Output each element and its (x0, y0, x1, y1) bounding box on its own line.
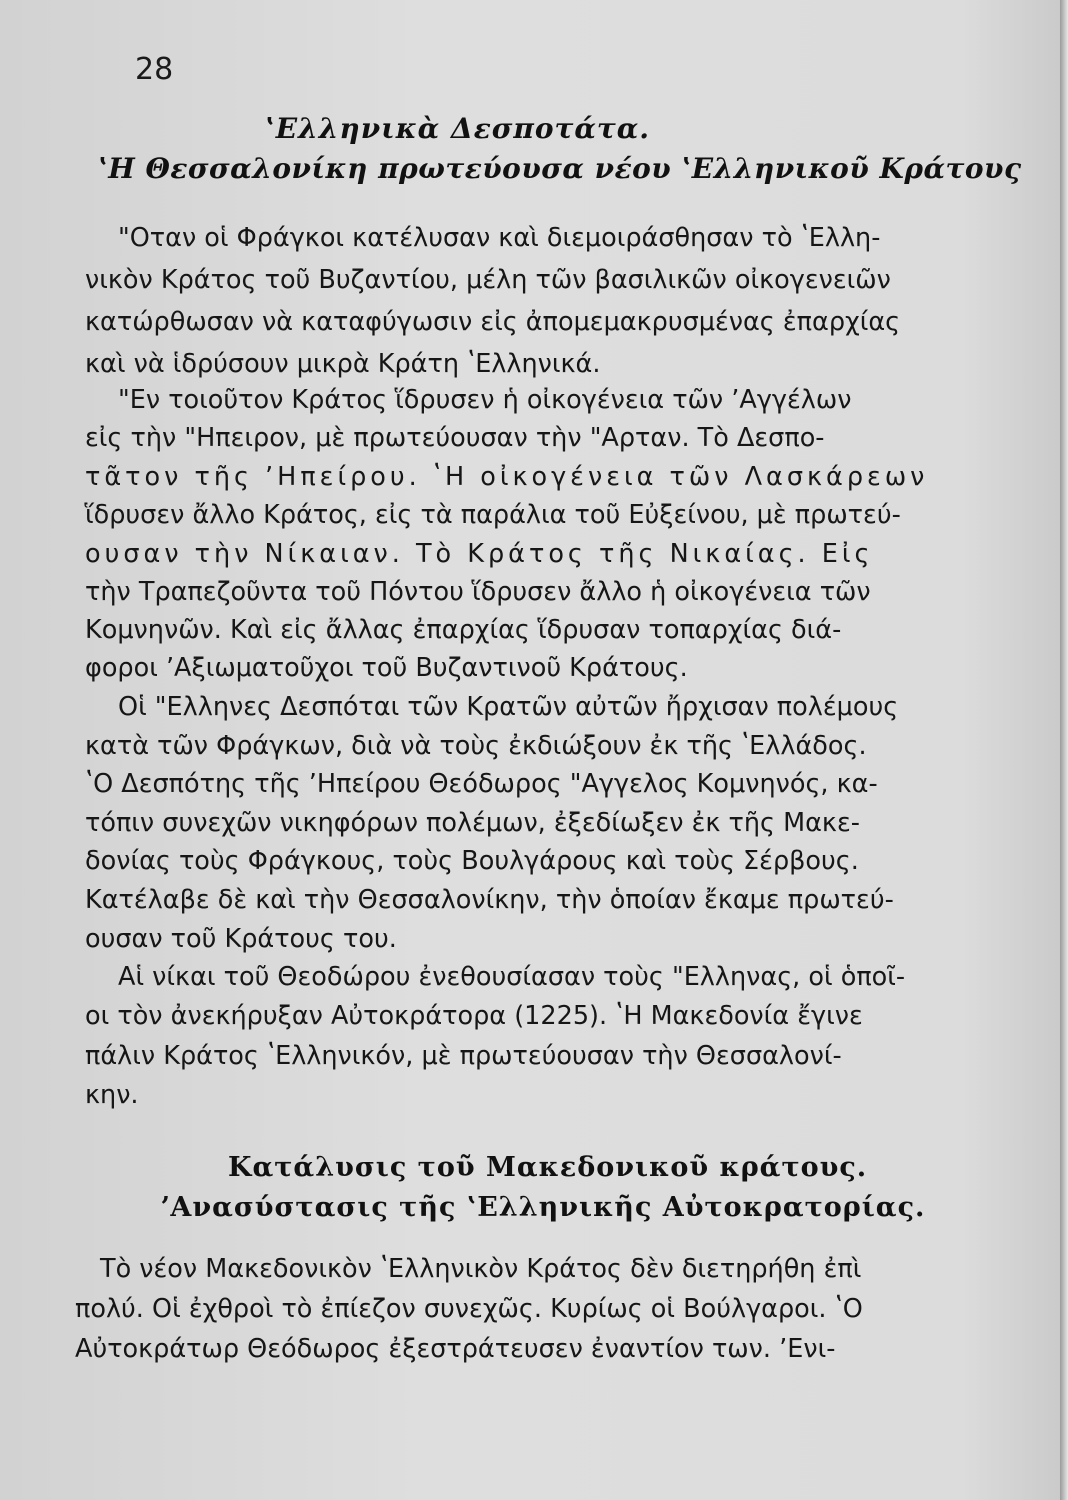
body-line: τόπιν συνεχῶν νικηφόρων πολέμων, ἐξεδίωξεν ἐκ τῆς Μακε- (85, 808, 860, 838)
body-line: εἰς τὴν "Ηπειρον, μὲ πρωτεύουσαν τὴν "Αρταν. Τὸ Δεσπο- (85, 423, 825, 453)
body-line: ʽΟ Δεσπότης τῆς ʼΗπείρου Θεόδωρος "Αγγελος Κομνηνός, κα- (85, 769, 878, 799)
body-line: Αἱ νίκαι τοῦ Θεοδώρου ἐνεθουσίασαν τοὺς "Ελληνας, οἱ ὁποῖ- (118, 962, 906, 992)
body-line: πολύ. Οἱ ἐχθροὶ τὸ ἐπίεζον συνεχῶς. Κυρίως οἱ Βούλγαροι. ʽΟ (75, 1294, 863, 1324)
body-line: κατώρθωσαν νὰ καταφύγωσιν εἰς ἀπομεμακρυσμένας ἐπαρχίας (85, 307, 901, 337)
body-line: τᾶτον τῆς ʼΗπείρου. ʽΗ οἰκογένεια τῶν Λασκάρεων (85, 462, 929, 492)
page-edge-shadow (1060, 0, 1068, 1500)
body-line: Κομνηνῶν. Καὶ εἰς ἄλλας ἐπαρχίας ἵδρυσαν τοπαρχίας διά- (85, 615, 842, 645)
body-line: νικὸν Κράτος τοῦ Βυζαντίου, μέλη τῶν βασιλικῶν οἰκογενειῶν (85, 265, 891, 295)
body-line: ἵδρυσεν ἄλλο Κράτος, εἰς τὰ παράλια τοῦ Εὐξείνου, μὲ πρωτεύ- (85, 500, 901, 530)
body-line: φοροι ʼΑξιωματοῦχοι τοῦ Βυζαντινοῦ Κράτους. (85, 653, 688, 683)
body-line: ουσαν τοῦ Κράτους του. (85, 924, 397, 954)
page-number: 28 (135, 52, 174, 87)
body-line: καὶ νὰ ἱδρύσουν μικρὰ Κράτη ʽΕλληνικά. (85, 349, 601, 379)
body-line: δονίας τοὺς Φράγκους, τοὺς Βουλγάρους καὶ τοὺς Σέρβους. (85, 846, 859, 876)
body-line: πάλιν Κράτος ʽΕλληνικόν, μὲ πρωτεύουσαν τὴν Θεσσαλονί- (85, 1041, 842, 1071)
body-line: "Οταν οἱ Φράγκοι κατέλυσαν καὶ διεμοιράσθησαν τὸ ʽΕλλη- (118, 223, 881, 253)
body-line: "Εν τοιοῦτον Κράτος ἵδρυσεν ἡ οἰκογένεια τῶν ʼΑγγέλων (118, 385, 852, 415)
body-line: κην. (85, 1080, 139, 1110)
section-heading-line-2: ʽΗ Θεσσαλονίκη πρωτεύουσα νέου ʽΕλληνικοῦ Κράτους (98, 152, 1022, 185)
body-line: οι τὸν ἀνεκήρυξαν Αὐτοκράτορα (1225). ʽΗ Μακεδονία ἔγινε (85, 1001, 863, 1031)
body-line: Τὸ νέον Μακεδονικὸν ʽΕλληνικὸν Κράτος δὲν διετηρήθη ἐπὶ (100, 1254, 862, 1284)
body-line: Αὐτοκράτωρ Θεόδωρος ἐξεστράτευσεν ἐναντίον των. ʼΕνι- (75, 1334, 836, 1364)
body-line: Κατέλαβε δὲ καὶ τὴν Θεσσαλονίκην, τὴν ὁποίαν ἔκαμε πρωτεύ- (85, 885, 894, 915)
body-line: τὴν Τραπεζοῦντα τοῦ Πόντου ἵδρυσεν ἄλλο ἡ οἰκογένεια τῶν (85, 577, 871, 607)
section-heading-line-1: ʽΕλληνικὰ Δεσποτάτα. (265, 112, 651, 145)
section-heading-line-1: Κατάλυσις τοῦ Μακεδονικοῦ κράτους. (228, 1152, 868, 1183)
section-heading-line-2: ʼΑνασύστασις τῆς ʽΕλληνικῆς Αὐτοκρατορίας. (160, 1192, 926, 1223)
body-line: ουσαν τὴν Νίκαιαν. Τὸ Κράτος τῆς Νικαίας. Εἰς (85, 539, 874, 569)
body-line: Οἱ "Ελληνες Δεσπόται τῶν Κρατῶν αὐτῶν ἤρχισαν πολέμους (118, 692, 899, 722)
body-line: κατὰ τῶν Φράγκων, διὰ νὰ τοὺς ἐκδιώξουν ἐκ τῆς ʽΕλλάδος. (85, 731, 867, 761)
